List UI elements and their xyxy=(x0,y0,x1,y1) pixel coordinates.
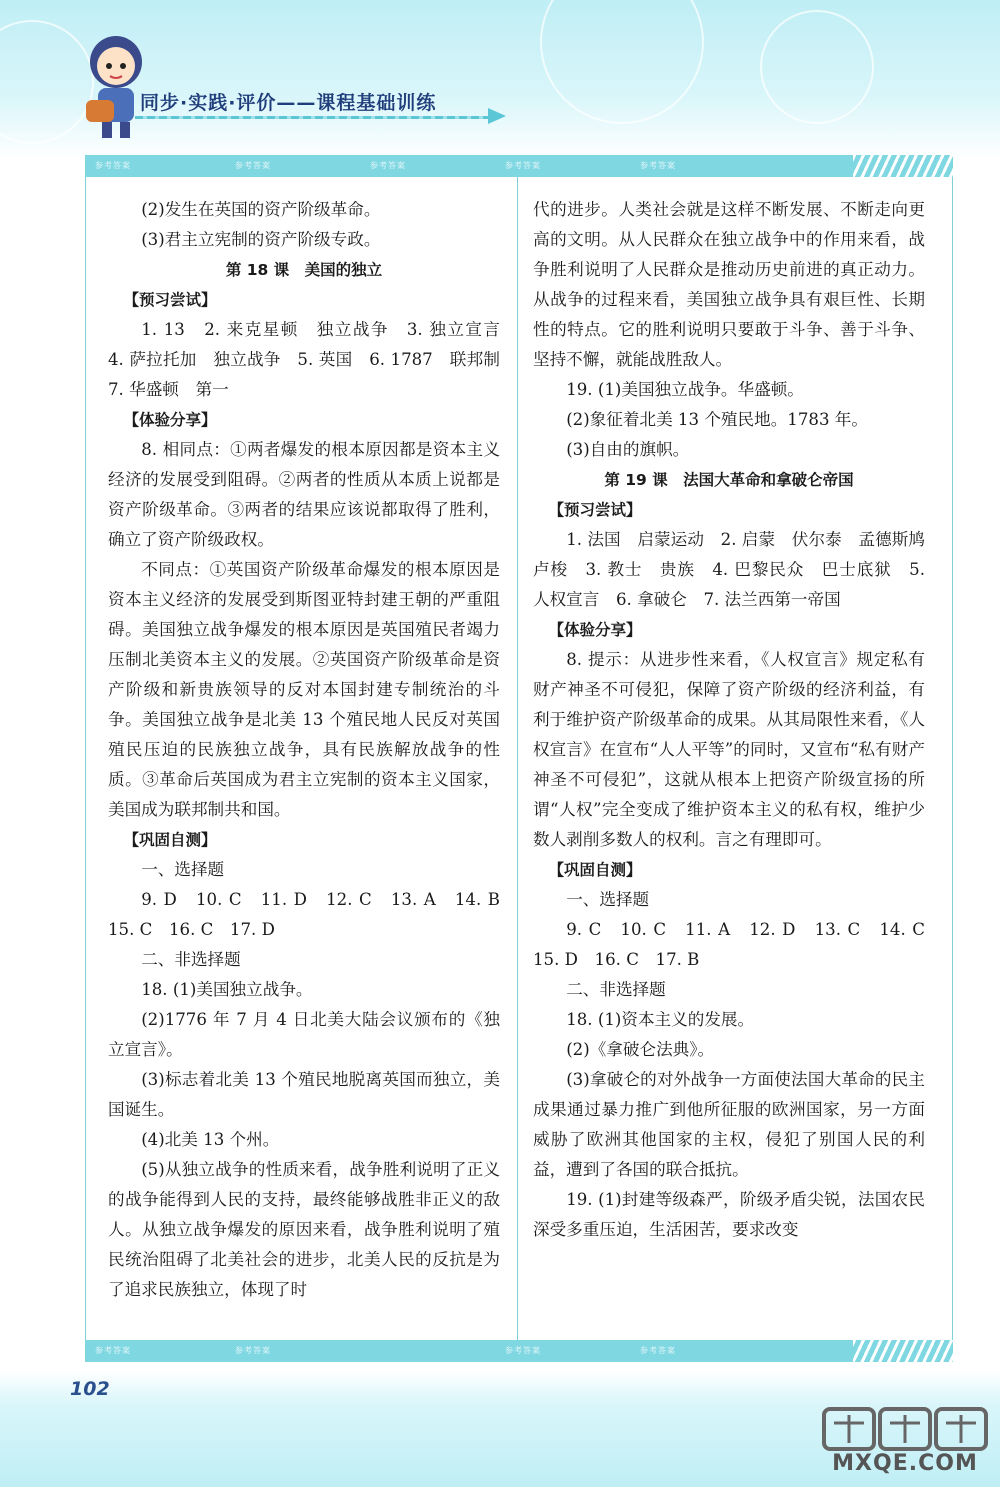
right-column xyxy=(533,195,942,1245)
paragraph: 一、选择题 xyxy=(566,890,650,909)
arrow-icon xyxy=(488,108,506,124)
frame-top-bar xyxy=(85,155,953,177)
paragraph: (3)自由的旗帜。 xyxy=(566,440,690,459)
section-heading: 【预习尝试】 xyxy=(548,501,642,519)
page-number: 102 xyxy=(70,1378,110,1400)
frame-tag: 参考答案 xyxy=(370,161,406,170)
section-heading: 【预习尝试】 xyxy=(123,291,217,309)
frame-tag: 参考答案 xyxy=(235,1346,271,1355)
paragraph: 19. (1)美国独立战争。华盛顿。 xyxy=(566,380,804,399)
frame-tag: 参考答案 xyxy=(95,161,131,170)
paragraph: 二、非选择题 xyxy=(566,980,666,999)
stripe-decoration xyxy=(853,1340,953,1362)
paragraph: 二、非选择题 xyxy=(141,950,241,969)
left-column xyxy=(108,195,517,1305)
paragraph: (3)拿破仑的对外战争一方面使法国大革命的民主成果通过暴力推广到他所征服的欧洲国家，另一方面威胁了欧洲其他国家的主权，侵犯了别国人民的利益，遭到了各国的联合抵抗。 xyxy=(533,1070,925,1179)
frame-tag: 参考答案 xyxy=(505,161,541,170)
mascot-icon xyxy=(80,30,152,140)
column-divider xyxy=(517,177,518,1340)
paragraph: 8. 相同点：①两者爆发的根本原因都是资本主义经济的发展受到阻碍。②两者的性质从本质上说都是资产阶级革命。③两者的结果应该说都取得了胜利，确立了资产阶级政权。 xyxy=(108,440,500,549)
paragraph: 18. (1)资本主义的发展。 xyxy=(566,1010,755,1029)
paragraph: 1. 13 2. 来克星顿 独立战争 3. 独立宣言 4. 萨拉托加 独立战争 5. 英国 6. 1787 联邦制 7. 华盛顿 第一 xyxy=(108,320,517,399)
section-heading: 【巩固自测】 xyxy=(548,861,642,879)
paragraph: 19. (1)封建等级森严，阶级矛盾尖锐，法国农民深受多重压迫，生活困苦，要求改变 xyxy=(533,1190,925,1239)
paragraph: 1. 法国 启蒙运动 2. 启蒙 伏尔泰 孟德斯鸠 卢梭 3. 教士 贵族 4. 巴黎民众 巴士底狱 5. 人权宣言 6. 拿破仑 7. 法兰西第一帝国 xyxy=(533,530,942,609)
paragraph: (3)标志着北美 13 个殖民地脱离英国而独立，美国诞生。 xyxy=(108,1070,500,1119)
paragraph: (2)1776 年 7 月 4 日北美大陆会议颁布的《独立宣言》。 xyxy=(108,1010,500,1059)
frame-tag: 参考答案 xyxy=(640,161,676,170)
paragraph: (3)君主立宪制的资产阶级专政。 xyxy=(141,230,381,249)
section-heading: 【体验分享】 xyxy=(123,411,217,429)
section-heading: 【体验分享】 xyxy=(548,621,642,639)
frame-tag: 参考答案 xyxy=(505,1346,541,1355)
lesson-heading: 第 19 课 法国大革命和拿破仑帝国 xyxy=(604,471,854,489)
section-heading: 【巩固自测】 xyxy=(123,831,217,849)
paragraph: 不同点：①英国资产阶级革命爆发的根本原因是资本主义经济的发展受到斯图亚特封建王朝的严重阻碍。美国独立战争爆发的根本原因是英国殖民者竭力压制北美资本主义的发展。②英国资产阶级革命是资产阶级和新贵族领导的反对本国封建专制统治的斗争。美国独立战争是北美 13 个殖民地人民反对英国殖民压迫的民族独立战争，具有民族解放战争的性质。③革命后英国成为君主立宪制的资本主义国家，美国成为联邦制共和国。 xyxy=(108,560,500,819)
paragraph: 代的进步。人类社会就是这样不断发展、不断走向更高的文明。从人民群众在独立战争中的作用来看，战争胜利说明了人民群众是推动历史前进的真正动力。从战争的过程来看，美国独立战争具有艰巨性、长期性的特点。它的胜利说明只要敢于斗争、善于斗争、坚持不懈，就能战胜敌人。 xyxy=(533,200,925,369)
paragraph: (2)《拿破仑法典》。 xyxy=(566,1040,715,1059)
series-title: 同步·实践·评价——课程基础训练 xyxy=(140,92,437,114)
lesson-heading: 第 18 课 美国的独立 xyxy=(225,261,383,279)
paragraph: 一、选择题 xyxy=(141,860,225,879)
paragraph: (2)发生在英国的资产阶级革命。 xyxy=(141,200,381,219)
paragraph: (2)象征着北美 13 个殖民地。1783 年。 xyxy=(566,410,868,429)
stripe-decoration xyxy=(853,155,953,177)
paragraph: 8. 提示：从进步性来看，《人权宣言》规定私有财产神圣不可侵犯，保障了资产阶级的经济利益，有利于维护资产阶级革命的成果。从其局限性来看，《人权宣言》在宣布“人人平等”的同时，又宣布“私有财产神圣不可侵犯”，这就从根本上把资产阶级宣扬的所谓“人权”完全变成了维护资本主义的私有权，维护少数人剥削多数人的权利。言之有理即可。 xyxy=(533,650,925,849)
watermark-text: MXQE.COM xyxy=(832,1451,978,1476)
paragraph: (4)北美 13 个州。 xyxy=(141,1130,280,1149)
frame-bottom-bar xyxy=(85,1340,953,1362)
paragraph: 9. C 10. C 11. A 12. D 13. C 14. C 15. D 16. C 17. B xyxy=(533,920,942,969)
title-underline xyxy=(135,116,500,119)
frame-tag: 参考答案 xyxy=(640,1346,676,1355)
paragraph: 9. D 10. C 11. D 12. C 13. A 14. B 15. C 16. C 17. D xyxy=(108,890,517,939)
paragraph: 18. (1)美国独立战争。 xyxy=(141,980,313,999)
frame-tag: 参考答案 xyxy=(95,1346,131,1355)
frame-tag: 参考答案 xyxy=(235,161,271,170)
paragraph: (5)从独立战争的性质来看，战争胜利说明了正义的战争能得到人民的支持，最终能够战胜非正义的敌人。从独立战争爆发的原因来看，战争胜利说明了殖民统治阻碍了北美社会的进步，北美人民的反抗是为了追求民族独立，体现了时 xyxy=(108,1160,500,1299)
